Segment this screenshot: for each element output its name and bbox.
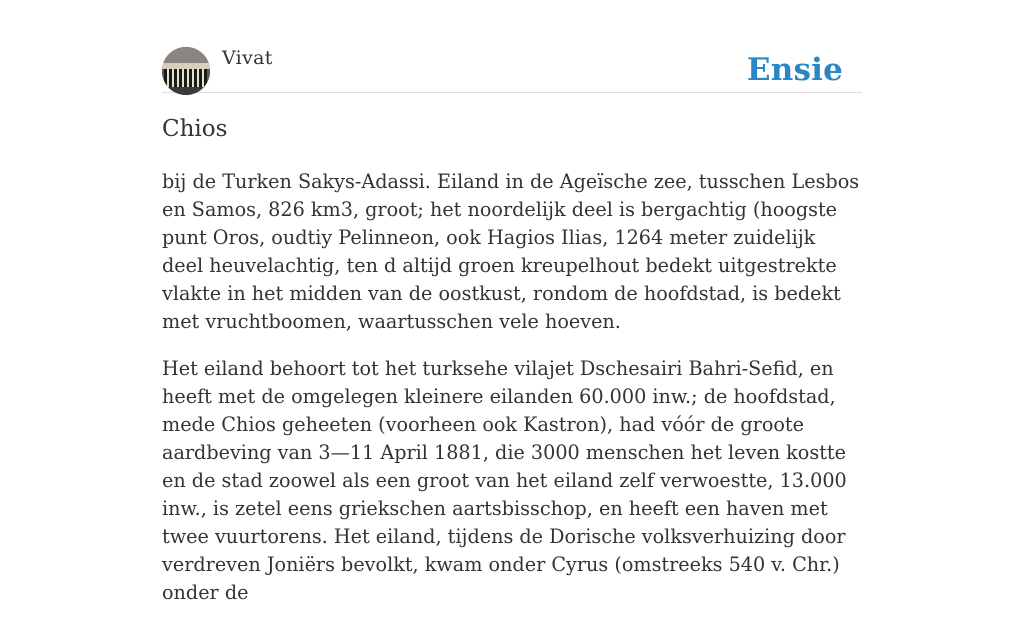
page-container bbox=[162, 0, 862, 604]
author-name[interactable]: Vivat bbox=[222, 47, 273, 69]
entry-paragraph: Het eiland behoort tot het turksehe vilajet Dschesairi Bahri-Sefid, en heeft met de omgelegen kleinere eilanden 60.000 inw.; de hoofdstad, mede Chios geheeten (voorheen ook Kastron), had vóór de groote aardbeving van 3—11 April 1881, die 3000 menschen het leven kostte en de stad zoowel als een groot van het eiland zelf verwoestte, 13.000 inw., is zetel eens griekschen aartsbisschop, en heeft een haven met twee vuurtorens. Het eiland, tijdens de Dorische volksverhuizing door verdreven Joniërs bevolkt, kwam onder Cyrus (omstreeks 540 v. Chr.) onder de bbox=[162, 357, 847, 604]
author-avatar[interactable] bbox=[162, 47, 210, 95]
header bbox=[162, 0, 862, 93]
typewriter-keys-icon bbox=[162, 47, 210, 95]
entry-paragraph: bij de Turken Sakys-Adassi. Eiland in de Ageïsche zee, tusschen Lesbos en Samos, 826 km3, groot; het noordelijk deel is bergachtig (hoogste punt Oros, oudtiy Pelinneon, ook Hagios Ilias, 1264 meter zuidelijk deel heuvelachtig, ten d altijd groen kreupelhout bedekt uitgestrekte vlakte in het midden van de oostkust, rondom de hoofdstad, is bedekt met vruchtboomen, waartusschen vele hoeven. bbox=[162, 170, 860, 333]
entry-title: Chios bbox=[162, 116, 228, 142]
entry-body bbox=[162, 168, 862, 626]
site-logo[interactable]: Ensie bbox=[746, 52, 843, 88]
